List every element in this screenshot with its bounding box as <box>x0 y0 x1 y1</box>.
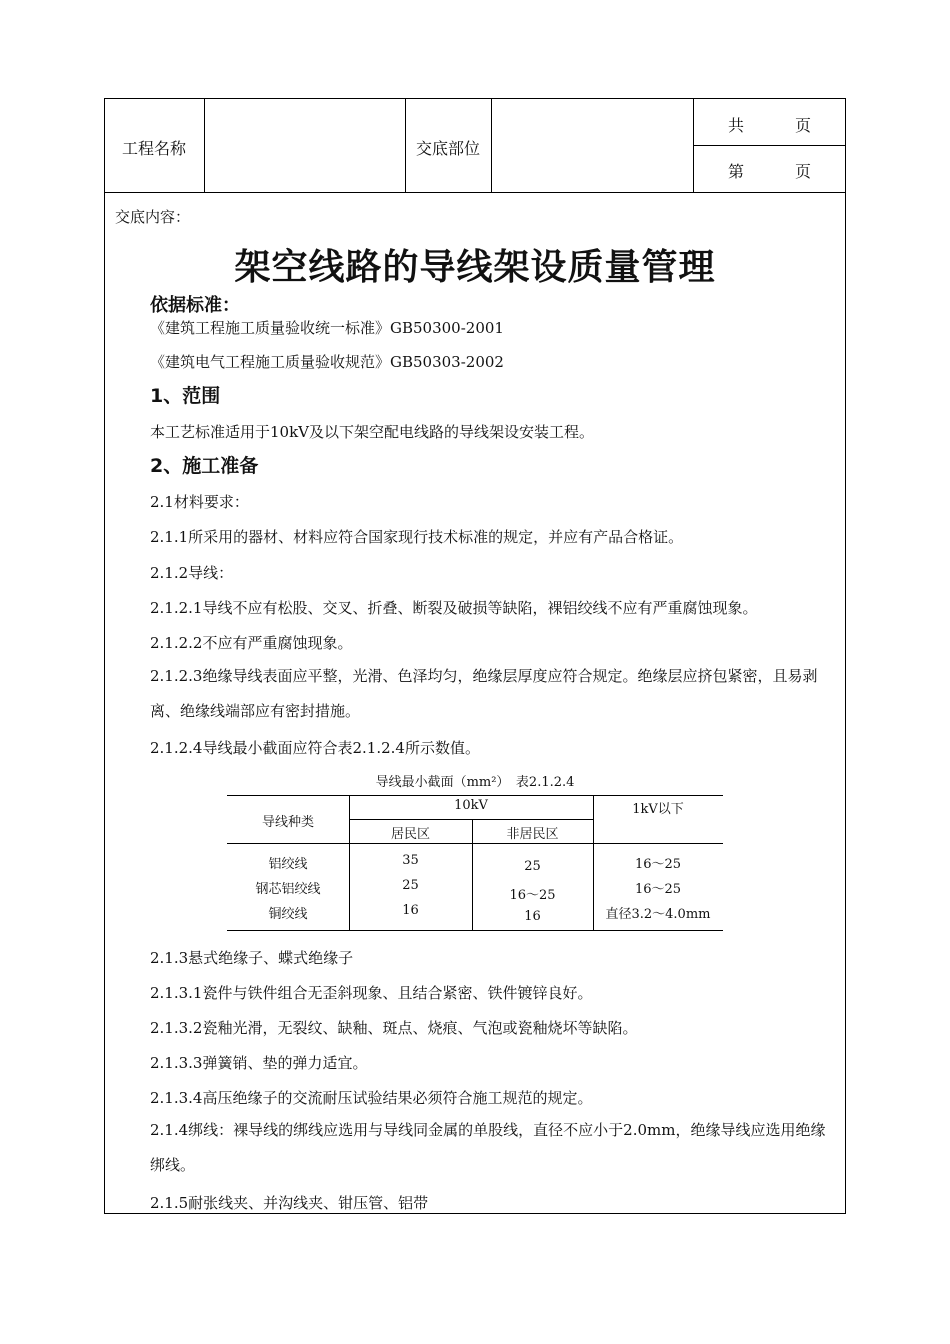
table-cell: 16～25 <box>634 882 682 897</box>
total-pages-label: 共 <box>728 116 745 135</box>
basis-item: 《建筑电气工程施工质量验收规范》GB50303-2002 <box>150 353 504 371</box>
page-number-unit: 页 <box>795 162 812 181</box>
content-label: 交底内容： <box>115 208 191 226</box>
table-rule <box>349 819 593 820</box>
table-cell: 25 <box>402 878 419 893</box>
min-section-table <box>227 795 723 931</box>
table-rule <box>227 930 723 931</box>
paragraph: 2.1.2.3绝缘导线表面应平整，光滑、色泽均匀，绝缘层厚度应符合规定。绝缘层应挤包紧密，且易剥离、绝缘线端部应有密封措施。 <box>150 667 818 720</box>
table-cell: 铝绞线 <box>268 857 308 872</box>
paragraph: 2.1材料要求： <box>150 493 249 511</box>
table-rule <box>227 843 723 844</box>
paragraph: 2.1.2.2不应有严重腐蚀现象。 <box>150 634 353 652</box>
table-cell: 16 <box>524 909 541 924</box>
table-header-1kv: 1kV以下 <box>632 802 684 817</box>
header-divider <box>405 99 406 192</box>
project-name-label: 工程名称 <box>122 139 187 158</box>
document-frame <box>104 98 846 1214</box>
document-title: 架空线路的导线架设质量管理 <box>234 247 716 288</box>
table-rule <box>227 795 723 796</box>
paragraph: 2.1.3悬式绝缘子、蝶式绝缘子 <box>150 949 354 967</box>
table-cell: 铜绞线 <box>268 907 308 922</box>
paragraph: 2.1.3.2瓷釉光滑，无裂纹、缺釉、斑点、烧痕、气泡或瓷釉烧坏等缺陷。 <box>150 1019 638 1037</box>
paragraph: 2.1.3.1瓷件与铁件组合无歪斜现象、且结合紧密、铁件镀锌良好。 <box>150 984 593 1002</box>
paragraph: 2.1.2导线： <box>150 564 234 582</box>
total-pages-unit: 页 <box>795 116 812 135</box>
header-divider <box>693 145 845 146</box>
table-cell: 35 <box>402 853 419 868</box>
header-divider <box>204 99 205 192</box>
table-header-nonresidential: 非居民区 <box>506 827 559 842</box>
table-caption: 导线最小截面（mm²） 表2.1.2.4 <box>375 775 575 790</box>
table-header-residential: 居民区 <box>390 827 430 842</box>
table-header-10kv: 10kV <box>454 798 488 813</box>
section1-text: 本工艺标准适用于10kV及以下架空配电线路的导线架设安装工程。 <box>150 423 595 441</box>
header-divider <box>491 99 492 192</box>
paragraph: 2.1.4绑线：裸导线的绑线应选用与导线同金属的单股线，直径不应小于2.0mm，绝缘导线应选用绝缘绑线。 <box>150 1121 826 1174</box>
section1-heading: 1、范围 <box>150 385 221 407</box>
table-cell: 16～25 <box>509 888 556 903</box>
table-cell: 25 <box>524 859 541 874</box>
page-number-label: 第 <box>728 162 745 181</box>
table-cell: 钢芯铝绞线 <box>255 882 321 897</box>
basis-item: 《建筑工程施工质量验收统一标准》GB50300-2001 <box>150 319 504 337</box>
location-label: 交底部位 <box>416 139 481 158</box>
paragraph: 2.1.2.4导线最小截面应符合表2.1.2.4所示数值。 <box>150 739 480 757</box>
basis-heading: 依据标准： <box>150 295 240 316</box>
table-cell: 16 <box>402 903 419 918</box>
paragraph: 2.1.3.4高压绝缘子的交流耐压试验结果必须符合施工规范的规定。 <box>150 1089 593 1107</box>
section2-heading: 2、施工准备 <box>150 455 259 477</box>
paragraph: 2.1.5耐张线夹、并沟线夹、钳压管、铝带 <box>150 1194 429 1212</box>
header-table <box>105 99 845 193</box>
paragraph: 2.1.2.1导线不应有松股、交叉、折叠、断裂及破损等缺陷，裸铝绞线不应有严重腐蚀现象。 <box>150 599 758 617</box>
table-cell: 直径3.2～4.0mm <box>605 907 711 922</box>
paragraph: 2.1.1所采用的器材、材料应符合国家现行技术标准的规定，并应有产品合格证。 <box>150 528 684 546</box>
table-header-type: 导线种类 <box>261 815 314 830</box>
paragraph: 2.1.3.3弹簧销、垫的弹力适宜。 <box>150 1054 368 1072</box>
table-cell: 16～25 <box>634 857 682 872</box>
